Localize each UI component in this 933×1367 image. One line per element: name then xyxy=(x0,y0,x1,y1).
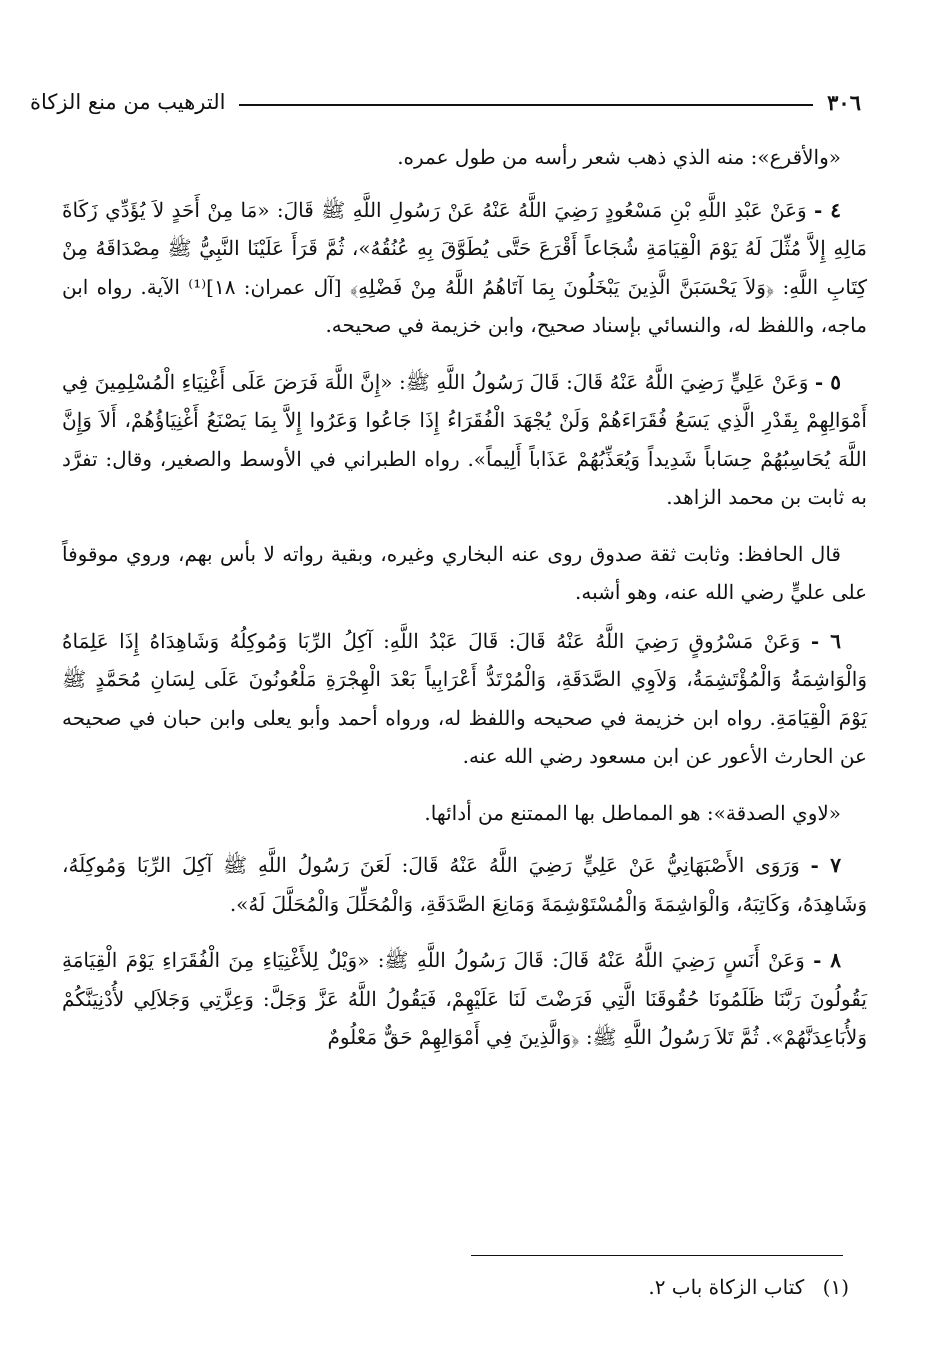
paragraph-text: قال الحافظ: وثابت ثقة صدوق روى عنه البخاري وغيره، وبقية رواته لا بأس بهم، وروي موقوفاً على عليٍّ رضي الله عنه، وهو أشبه. xyxy=(62,541,867,604)
hadith-number: ٦ - xyxy=(810,628,842,653)
paragraph-text: «والأقرع»: منه الذي ذهب شعر رأسه من طول عمره. xyxy=(397,145,841,169)
hadith-number: ٧ - xyxy=(810,853,842,877)
main-text xyxy=(62,138,867,1075)
running-header xyxy=(30,85,861,119)
footnote-marker: (١) xyxy=(822,1275,849,1299)
footnote xyxy=(69,1270,849,1304)
hadith-5 xyxy=(62,363,867,517)
running-title: الترهيب من منع الزكاة xyxy=(30,90,226,114)
paragraph-text: وَعَنْ مَسْرُوقٍ رَضِيَ اللَّهُ عَنْهُ قَالَ: قَالَ عَبْدُ اللَّهِ: آكِلُ الرِّبَا وَمُوكِلُهُ وَشَاهِدَاهُ إِذَا عَلِمَاهُ وَالْوَاشِمَةُ وَالْمُؤْتَشِمَةُ، وَلاَوِي الصَّدَقَةِ، وَالْمُرْتَدُّ أَعْرَابِياً بَعْدَ الْهِجْرَةِ مَلْعُونُونَ عَلَى لِسَانِ مُحَمَّدٍ ﷺ يَوْمَ الْقِيَامَةِ. رواه ابن خزيمة في صحيحه واللفظ له، ورواه أحمد وأبو يعلى وابن حبان في صحيحه عن الحارث الأعور عن ابن مسعود رضي الله عنه. xyxy=(62,628,867,768)
paragraph-text: وَرَوَى الأَصْبَهَانِيُّ عَنْ عَلِيٍّ رَضِيَ اللَّهُ عَنْهُ قَالَ: لَعَنَ رَسُولُ اللَّهِ ﷺ آكِلَ الرِّبَا وَمُوكِلَهُ، وَشَاهِدَهُ، وَكَاتِبَهُ، وَالْوَاشِمَةَ وَالْمُسْتَوْشِمَةَ وَمَانِعَ الصَّدَقَةِ، وَالْمُحَلِّلَ وَالْمُحَلَّلَ لَهُ». xyxy=(62,853,867,916)
paragraph-note-lawi xyxy=(62,794,867,833)
footnote-text: كتاب الزكاة باب ٢. xyxy=(648,1275,805,1299)
paragraph-note-aqra xyxy=(62,138,867,177)
page-number: ٣٠٦ xyxy=(827,89,861,115)
hadith-7 xyxy=(62,846,867,923)
hadith-number: ٤ - xyxy=(814,197,842,222)
hadith-number: ٥ - xyxy=(814,369,842,394)
hadith-number: ٨ - xyxy=(813,948,842,972)
hadith-6 xyxy=(62,622,867,776)
paragraph-hafiz-comment xyxy=(62,535,867,612)
hadith-8 xyxy=(62,941,867,1057)
paragraph-text: وَعَنْ أَنَسٍ رَضِيَ اللَّهُ عَنْهُ قَالَ: قَالَ رَسُولُ اللَّهِ ﷺ: «وَيْلٌ لِلأَغْنِيَاءِ مِنَ الْفُقَرَاءِ يَوْمَ الْقِيَامَةِ يَقُولُونَ رَبَّنَا ظَلَمُونَا حُقُوقَنَا الَّتِي فَرَضْتَ لَنَا عَلَيْهِمْ، فَيَقُولُ اللَّهُ عَزَّ وَجَلَّ: وَعِزَّتِي وَجَلاَلِي لأُدْنِيَنَّكُمْ وَلأُبَاعِدَنَّهُمْ». ثُمَّ تَلاَ رَسُولُ اللَّهِ ﷺ: ﴿وَالَّذِينَ فِي أَمْوَالِهِمْ حَقٌّ مَعْلُومٌ xyxy=(62,948,867,1049)
paragraph-text: وَعَنْ عَبْدِ اللَّهِ بْنِ مَسْعُودٍ رَضِيَ اللَّهُ عَنْهُ عَنْ رَسُولِ اللَّهِ ﷺ قَالَ: «مَا مِنْ أَحَدٍ لاَ يُؤَدِّي زَكَاةَ مَالِهِ إِلاَّ مُثِّلَ لَهُ يَوْمَ الْقِيَامَةِ شُجَاعاً أَقْرَعَ حَتَّى يُطَوَّقَ بِهِ عُنُقُهُ»، ثُمَّ قَرَأَ عَلَيْنَا النَّبِيُّ ﷺ مِصْدَاقَهُ مِنْ كِتَابِ اللَّهِ: ﴿وَلاَ يَحْسَبَنَّ الَّذِينَ يَبْخَلُونَ بِمَا آتَاهُمُ اللَّهُ مِنْ فَضْلِهِ﴾ [آل عمران: ١٨]⁽¹⁾ الآية. رواه ابن ماجه، واللفظ له، والنسائي بإسناد صحيح، وابن خزيمة في صحيحه. xyxy=(62,197,868,337)
footnote-rule xyxy=(471,1255,843,1256)
hadith-4 xyxy=(62,191,867,345)
header-rule xyxy=(239,104,813,106)
paragraph-text: «لاوي الصدقة»: هو المماطل بها الممتنع من أدائها. xyxy=(424,800,841,825)
paragraph-text: وَعَنْ عَلِيٍّ رَضِيَ اللَّهُ عَنْهُ قَالَ: قَالَ رَسُولُ اللَّهِ ﷺ: «إِنَّ اللَّهَ فَرَضَ عَلَى أَغْنِيَاءِ الْمُسْلِمِينَ فِي أَمْوَالِهِمْ بِقَدْرِ الَّذِي يَسَعُ فُقَرَاءَهُمْ وَلَنْ يُجْهَدَ الْفُقَرَاءُ إِذَا جَاعُوا وَعَرُوا إِلاَّ بِمَا يَصْنَعُ أَغْنِيَاؤُهُمْ، أَلاَ وَإِنَّ اللَّهَ يُحَاسِبُهُمْ حِسَاباً شَدِيداً وَيُعَذِّبُهُمْ عَذَاباً أَلِيماً». رواه الطبراني في الأوسط والصغير، وقال: تفرَّد به ثابت بن محمد الزاهد. xyxy=(62,369,867,509)
